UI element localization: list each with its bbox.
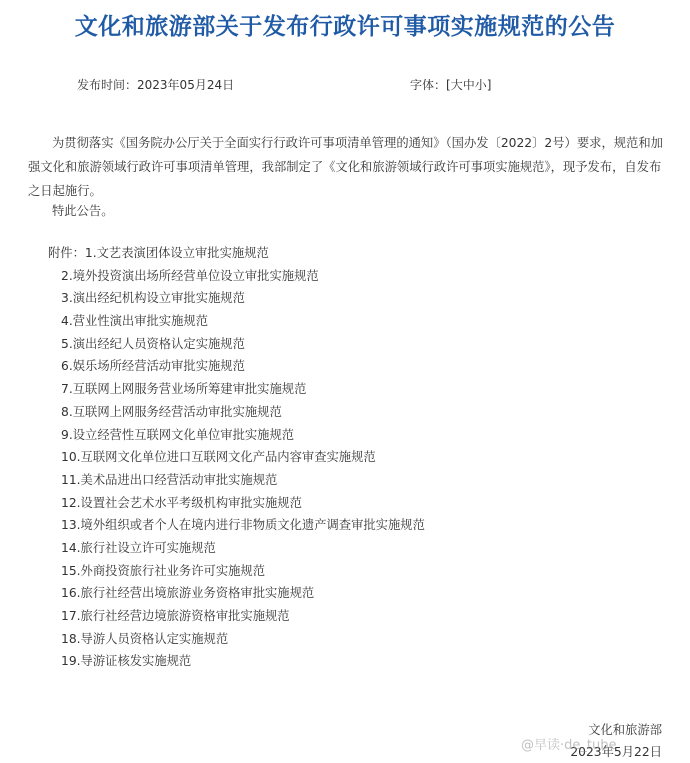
attachment-title: 14.旅行社设立许可实施规范 [61,540,216,555]
attachment-link[interactable] [0,537,690,560]
attachment-title: 3.演出经纪机构设立审批实施规范 [61,291,245,306]
attachment-title: 10.互联网文化单位进口互联网文化产品内容审查实施规范 [61,450,376,465]
body-paragraph: 为贯彻落实《国务院办公厅关于全面实行行政许可事项清单管理的通知》（国办发〔2022〕2号）要求，规范和加强文化和旅游领域行政许可事项清单管理，我部制定了《文化和旅游领域行政许可事项实施规范》，现予发布，自发布之日起施行。 [28,136,663,198]
article-meta [0,76,690,94]
bracket-open: [ [446,78,451,92]
font-label: 字体： [410,78,447,92]
attachment-title: 12.设置社会艺术水平考级机构审批实施规范 [61,495,302,510]
attachment-link[interactable] [0,628,690,651]
attachment-link[interactable] [0,310,690,333]
attachment-link[interactable] [0,401,690,424]
attachment-link[interactable] [0,650,690,673]
attachment-link[interactable] [0,446,690,469]
attachment-link[interactable] [0,469,690,492]
attachment-link[interactable] [0,287,690,310]
attachment-title: 1.文艺表演团体设立审批实施规范 [84,246,269,260]
signature-org: 文化和旅游部 [588,723,662,737]
attachment-link[interactable] [0,582,690,605]
attachment-title: 11.美术品进出口经营活动审批实施规范 [61,472,278,487]
signature-date: 2023年5月22日 [570,745,662,759]
attachment-title: 9.设立经营性互联网文化单位审批实施规范 [61,427,295,442]
attachment-list [0,242,690,673]
notice-line: 特此公告。 [52,204,114,218]
attachment-link[interactable] [0,242,690,265]
attachment-title: 6.娱乐场所经营活动审批实施规范 [61,359,245,374]
attachment-title: 5.演出经纪人员资格认定实施规范 [61,336,245,351]
attachment-link[interactable] [0,605,690,628]
font-size-small[interactable]: 小 [474,78,487,92]
attachment-link[interactable] [0,514,690,537]
attachment-link[interactable] [0,265,690,288]
attachment-link[interactable] [0,492,690,515]
bracket-close: ] [486,78,492,92]
attachment-title: 7.互联网上网服务营业场所筹建审批实施规范 [61,382,307,397]
attachment-link[interactable] [0,333,690,356]
publish-label: 发布时间： [77,78,138,92]
font-size-medium[interactable]: 中 [462,78,475,92]
attachment-title: 15.外商投资旅行社业务许可实施规范 [61,563,266,578]
attachment-link[interactable] [0,424,690,447]
attachment-title: 19.导游证核发实施规范 [61,654,192,669]
publish-date: 2023年05月24日 [137,78,235,92]
attachment-link[interactable] [0,355,690,378]
page-title: 文化和旅游部关于发布行政许可事项实施规范的公告 [74,14,616,40]
font-size-switcher [410,76,491,93]
attachment-title: 17.旅行社经营边境旅游资格审批实施规范 [61,609,290,623]
attachment-link[interactable] [0,378,690,401]
attachment-prefix: 附件： [48,246,85,260]
attachment-link[interactable] [0,560,690,583]
attachment-title: 16.旅行社经营出境旅游业务资格审批实施规范 [61,586,315,601]
attachment-title: 4.营业性演出审批实施规范 [61,314,208,329]
attachment-title: 8.互联网上网服务经营活动审批实施规范 [61,404,282,419]
attachment-title: 18.导游人员资格认定实施规范 [61,631,229,646]
font-size-large[interactable]: 大 [450,78,463,92]
weibo-watermark: @早读·de_tube [521,738,617,753]
attachment-title: 13.境外组织或者个人在境内进行非物质文化遗产调查审批实施规范 [61,518,425,533]
attachment-title: 2.境外投资演出场所经营单位设立审批实施规范 [61,268,319,283]
publish-date-line [77,76,234,93]
